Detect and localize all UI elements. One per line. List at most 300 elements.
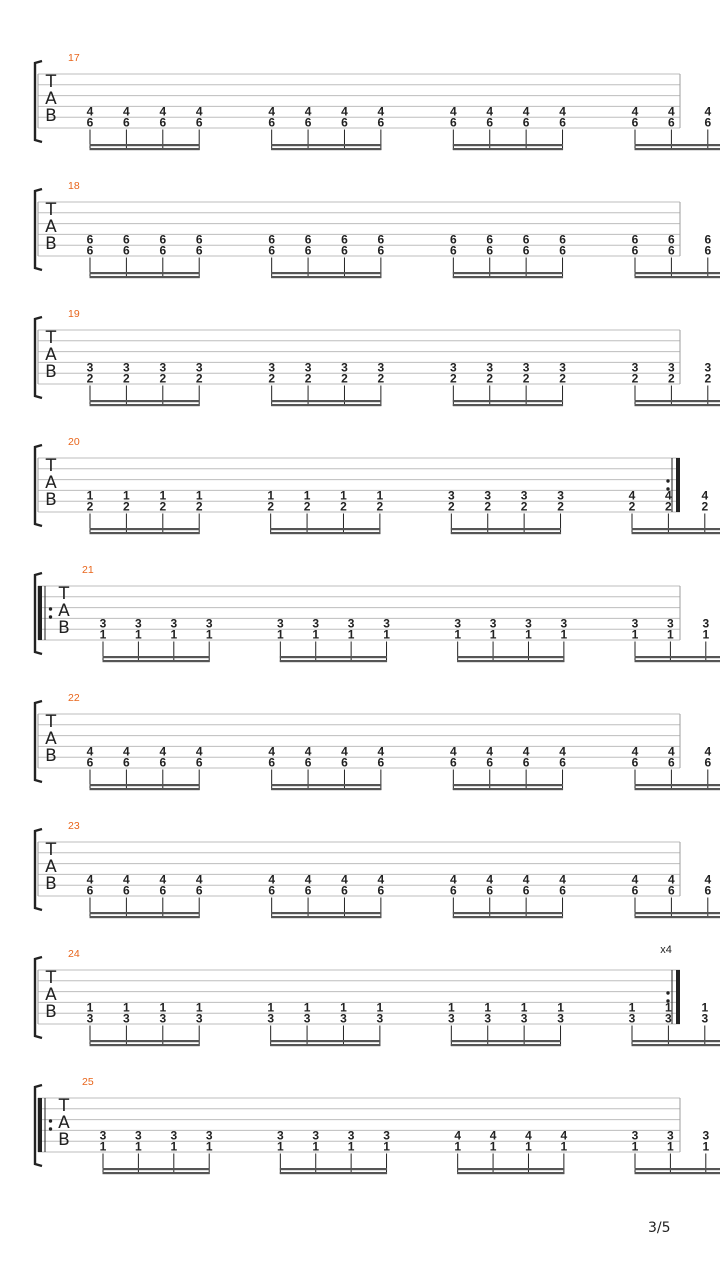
fret-number-upper: 3 (631, 360, 639, 375)
fret-number-lower: 2 (701, 499, 709, 514)
repeat-dot (49, 1119, 52, 1122)
fret-number-lower: 1 (135, 1139, 142, 1154)
beam (453, 144, 563, 146)
note-group (632, 361, 720, 407)
tab-clef-letter-t: T (45, 72, 57, 92)
fret-number-lower: 1 (347, 627, 355, 642)
beam (635, 404, 720, 406)
repeat-dot (666, 991, 669, 994)
fret-number-lower: 2 (447, 499, 455, 514)
fret-number-upper: 1 (665, 1000, 672, 1015)
fret-number-lower: 3 (701, 1011, 709, 1026)
fret-number-lower: 1 (702, 627, 710, 642)
fret-number-lower: 6 (86, 243, 94, 258)
beam (280, 1168, 387, 1170)
fret-number-upper: 4 (668, 744, 675, 759)
beam (103, 1168, 210, 1170)
fret-number-lower: 2 (159, 499, 167, 514)
fret-number-upper: 4 (454, 1128, 462, 1143)
fret-number-upper: 4 (268, 104, 276, 119)
fret-number-upper: 1 (340, 1000, 347, 1015)
beam (635, 784, 720, 786)
fret-number-upper: 3 (276, 616, 284, 631)
tab-clef-letter-b: B (45, 106, 57, 126)
note-group (448, 1001, 564, 1047)
note-group (450, 233, 566, 279)
note-group (277, 1129, 390, 1175)
fret-number-upper: 3 (312, 1128, 320, 1143)
fret-number-lower: 1 (170, 627, 178, 642)
fret-number-upper: 4 (704, 872, 712, 887)
fret-number-upper: 3 (667, 616, 674, 631)
tab-clef-letter-t: T (45, 712, 57, 732)
note-group (87, 361, 203, 407)
tab-clef-letter-a: A (58, 601, 70, 621)
beam (271, 784, 381, 786)
note-group (267, 1001, 383, 1047)
fret-number-upper: 6 (123, 232, 130, 247)
fret-number-upper: 4 (195, 104, 203, 119)
tab-clef-letter-a: A (45, 473, 57, 493)
measure-number: 23 (68, 820, 80, 832)
fret-number-upper: 3 (135, 1128, 142, 1143)
beam (635, 912, 720, 914)
note-group (87, 489, 203, 535)
fret-number-upper: 1 (447, 1000, 455, 1015)
tab-clef-letter-a: A (45, 985, 57, 1005)
beam (90, 916, 200, 918)
fret-number-lower: 1 (347, 1139, 355, 1154)
fret-number-upper: 4 (486, 104, 494, 119)
fret-number-upper: 6 (304, 232, 312, 247)
fret-number-lower: 6 (631, 115, 639, 130)
fret-number-lower: 1 (276, 627, 284, 642)
beam (632, 1044, 720, 1046)
tab-clef-letter-t: T (45, 328, 57, 348)
beam (90, 404, 200, 406)
beam (632, 532, 720, 534)
fret-number-upper: 1 (520, 1000, 528, 1015)
fret-number-lower: 2 (376, 499, 384, 514)
fret-number-lower: 1 (276, 1139, 284, 1154)
fret-number-lower: 2 (449, 371, 457, 386)
fret-number-lower: 6 (449, 115, 457, 130)
fret-number-upper: 3 (557, 488, 564, 503)
fret-number-upper: 1 (303, 1000, 311, 1015)
fret-number-upper: 4 (377, 744, 385, 759)
fret-number-upper: 4 (486, 744, 494, 759)
fret-number-lower: 6 (86, 755, 94, 770)
beam (270, 528, 380, 530)
fret-number-lower: 6 (704, 115, 712, 130)
tab-clef-letter-b: B (45, 362, 57, 382)
fret-number-lower: 2 (522, 371, 530, 386)
fret-number-upper: 3 (86, 360, 94, 375)
fret-number-upper: 3 (484, 488, 492, 503)
fret-number-lower: 6 (123, 883, 130, 898)
tab-system (35, 564, 720, 662)
fret-number-lower: 6 (668, 115, 675, 130)
fret-number-lower: 2 (668, 371, 675, 386)
fret-number-upper: 3 (170, 1128, 178, 1143)
tab-clef-letter-b: B (58, 618, 70, 638)
fret-number-upper: 1 (340, 488, 347, 503)
note-group (448, 489, 564, 535)
fret-number-upper: 1 (376, 1000, 384, 1015)
tab-clef-letter-b: B (45, 746, 57, 766)
fret-number-lower: 2 (520, 499, 528, 514)
fret-number-upper: 3 (347, 1128, 355, 1143)
fret-number-lower: 6 (304, 883, 312, 898)
fret-number-upper: 3 (449, 360, 457, 375)
measure-number: 22 (68, 692, 80, 704)
beam (453, 148, 563, 150)
tab-clef-letter-b: B (45, 490, 57, 510)
fret-number-upper: 1 (628, 1000, 636, 1015)
fret-number-upper: 3 (276, 1128, 284, 1143)
fret-number-upper: 3 (312, 616, 320, 631)
fret-number-upper: 3 (631, 1128, 639, 1143)
tab-clef-letter-a: A (45, 729, 57, 749)
tab-clef-letter-a: A (45, 89, 57, 109)
fret-number-upper: 6 (195, 232, 203, 247)
fret-number-lower: 6 (304, 243, 312, 258)
fret-number-lower: 2 (665, 499, 672, 514)
beam (451, 532, 561, 534)
fret-number-upper: 6 (341, 232, 348, 247)
fret-number-lower: 6 (123, 243, 130, 258)
beam (271, 148, 381, 150)
fret-number-lower: 2 (268, 371, 276, 386)
note-group (632, 1129, 720, 1175)
fret-number-upper: 3 (489, 616, 497, 631)
beam (451, 1040, 561, 1042)
fret-number-lower: 1 (454, 627, 462, 642)
fret-number-upper: 3 (702, 1128, 710, 1143)
beam (632, 1040, 720, 1042)
tab-clef-letter-t: T (58, 1096, 70, 1116)
fret-number-upper: 4 (489, 1128, 497, 1143)
beam (635, 788, 720, 790)
fret-number-upper: 3 (341, 360, 348, 375)
fret-number-lower: 6 (341, 755, 348, 770)
beam (453, 784, 563, 786)
repeat-dot (666, 479, 669, 482)
beam (271, 912, 381, 914)
fret-number-lower: 6 (377, 243, 385, 258)
fret-number-upper: 6 (159, 232, 167, 247)
fret-number-upper: 3 (347, 616, 355, 631)
repeat-end-thick-barline (676, 970, 680, 1024)
fret-number-lower: 3 (520, 1011, 528, 1026)
fret-number-lower: 2 (303, 499, 311, 514)
fret-number-lower: 6 (631, 883, 639, 898)
fret-number-lower: 2 (486, 371, 494, 386)
fret-number-lower: 6 (341, 883, 348, 898)
fret-number-lower: 1 (99, 1139, 107, 1154)
measure-number: 18 (68, 180, 80, 192)
fret-number-lower: 2 (123, 371, 130, 386)
note-group (268, 361, 384, 407)
measure-number: 17 (68, 52, 80, 64)
fret-number-upper: 4 (449, 872, 457, 887)
beam (453, 788, 563, 790)
fret-number-upper: 4 (449, 744, 457, 759)
fret-number-upper: 3 (383, 616, 390, 631)
fret-number-upper: 4 (704, 104, 712, 119)
repeat-start-thick-barline (38, 1098, 42, 1152)
tab-clef-letter-t: T (45, 968, 57, 988)
fret-number-upper: 4 (631, 872, 639, 887)
beam (103, 1172, 210, 1174)
beam (90, 1040, 200, 1042)
fret-number-upper: 3 (377, 360, 385, 375)
fret-number-lower: 6 (304, 755, 312, 770)
fret-number-upper: 4 (304, 872, 312, 887)
fret-number-lower: 1 (135, 627, 142, 642)
tab-system (35, 820, 720, 918)
beam (451, 528, 561, 530)
beam (453, 400, 563, 402)
fret-number-upper: 1 (123, 1000, 130, 1015)
beam (90, 272, 200, 274)
fret-number-upper: 4 (522, 104, 530, 119)
note-group (450, 745, 566, 791)
note-group (87, 873, 203, 919)
fret-number-lower: 3 (557, 1011, 564, 1026)
fret-number-upper: 4 (123, 104, 130, 119)
beam (90, 400, 200, 402)
beam (90, 276, 200, 278)
fret-number-upper: 3 (99, 616, 107, 631)
note-group (268, 873, 384, 919)
fret-number-upper: 4 (123, 872, 130, 887)
fret-number-upper: 4 (628, 488, 636, 503)
fret-number-upper: 4 (701, 488, 709, 503)
note-group (450, 105, 566, 151)
fret-number-upper: 6 (486, 232, 494, 247)
fret-number-lower: 6 (123, 755, 130, 770)
fret-number-upper: 4 (195, 744, 203, 759)
beam (635, 276, 720, 278)
beam (635, 272, 720, 274)
fret-number-lower: 6 (123, 115, 130, 130)
fret-number-upper: 3 (170, 616, 178, 631)
beam (280, 660, 387, 662)
fret-number-lower: 6 (159, 115, 167, 130)
fret-number-upper: 4 (86, 104, 94, 119)
fret-number-lower: 3 (195, 1011, 203, 1026)
beam (635, 148, 720, 150)
fret-number-upper: 4 (522, 744, 530, 759)
fret-number-lower: 6 (668, 755, 675, 770)
fret-number-lower: 6 (486, 883, 494, 898)
fret-number-lower: 6 (522, 883, 530, 898)
beam (635, 1168, 720, 1170)
beam (271, 404, 381, 406)
measure-number: 20 (68, 436, 80, 448)
beam (457, 1168, 564, 1170)
beam (271, 276, 381, 278)
fret-number-lower: 6 (559, 243, 566, 258)
fret-number-upper: 1 (86, 1000, 94, 1015)
tab-clef-letter-t: T (58, 584, 70, 604)
fret-number-lower: 2 (304, 371, 312, 386)
beam (103, 656, 210, 658)
beam (270, 532, 380, 534)
measure-number: 19 (68, 308, 80, 320)
fret-number-upper: 3 (522, 360, 530, 375)
fret-number-upper: 4 (86, 872, 94, 887)
fret-number-lower: 1 (312, 627, 320, 642)
fret-number-upper: 3 (304, 360, 312, 375)
fret-number-lower: 2 (195, 499, 203, 514)
fret-number-lower: 6 (268, 883, 276, 898)
note-group (629, 489, 720, 535)
fret-number-lower: 3 (303, 1011, 311, 1026)
fret-number-upper: 3 (486, 360, 494, 375)
fret-number-lower: 1 (489, 627, 497, 642)
beam (453, 912, 563, 914)
note-group (632, 873, 720, 919)
fret-number-lower: 1 (383, 1139, 390, 1154)
fret-number-upper: 1 (376, 488, 384, 503)
tab-clef-letter-a: A (45, 345, 57, 365)
fret-number-lower: 6 (159, 883, 167, 898)
fret-number-upper: 3 (205, 1128, 213, 1143)
measure-number: 24 (68, 948, 80, 960)
fret-number-upper: 1 (701, 1000, 709, 1015)
fret-number-upper: 4 (304, 744, 312, 759)
note-group (632, 745, 720, 791)
fret-number-lower: 6 (522, 115, 530, 130)
tab-system (35, 308, 720, 406)
fret-number-upper: 4 (522, 872, 530, 887)
beam (90, 144, 200, 146)
fret-number-upper: 4 (159, 744, 167, 759)
fret-number-lower: 6 (86, 883, 94, 898)
tab-clef-letter-b: B (45, 234, 57, 254)
beam (280, 656, 387, 658)
fret-number-upper: 4 (123, 744, 130, 759)
note-group (100, 617, 213, 663)
fret-number-upper: 3 (525, 616, 532, 631)
beam (90, 528, 200, 530)
tab-clef-letter-a: A (45, 217, 57, 237)
beam (635, 916, 720, 918)
note-group (632, 617, 720, 663)
note-group (277, 617, 390, 663)
fret-number-lower: 2 (377, 371, 385, 386)
fret-number-upper: 1 (557, 1000, 564, 1015)
fret-number-upper: 4 (525, 1128, 532, 1143)
fret-number-lower: 1 (170, 1139, 178, 1154)
fret-number-lower: 6 (559, 755, 566, 770)
fret-number-upper: 4 (341, 104, 348, 119)
fret-number-upper: 3 (159, 360, 167, 375)
beam (271, 272, 381, 274)
fret-number-lower: 1 (205, 1139, 213, 1154)
fret-number-lower: 6 (631, 755, 639, 770)
fret-number-lower: 2 (340, 499, 347, 514)
fret-number-upper: 6 (559, 232, 566, 247)
fret-number-lower: 6 (449, 243, 457, 258)
fret-number-lower: 1 (702, 1139, 710, 1154)
fret-number-upper: 4 (631, 104, 639, 119)
tab-clef-letter-b: B (58, 1130, 70, 1150)
beam (90, 1044, 200, 1046)
fret-number-lower: 6 (704, 755, 712, 770)
note-group (454, 617, 567, 663)
fret-number-lower: 3 (376, 1011, 384, 1026)
fret-number-lower: 6 (377, 883, 385, 898)
beam (90, 148, 200, 150)
fret-number-upper: 4 (559, 872, 566, 887)
fret-number-lower: 6 (377, 755, 385, 770)
fret-number-lower: 1 (383, 627, 390, 642)
tab-clef-letter-a: A (58, 1113, 70, 1133)
fret-number-lower: 2 (557, 499, 564, 514)
fret-number-upper: 3 (631, 616, 639, 631)
fret-number-lower: 2 (484, 499, 492, 514)
fret-number-lower: 6 (304, 115, 312, 130)
fret-number-upper: 1 (267, 488, 275, 503)
fret-number-lower: 6 (559, 883, 566, 898)
fret-number-lower: 1 (667, 627, 674, 642)
beam (90, 788, 200, 790)
fret-number-upper: 1 (195, 488, 203, 503)
fret-number-upper: 1 (303, 488, 311, 503)
note-group (629, 1001, 720, 1047)
fret-number-lower: 2 (123, 499, 130, 514)
note-group (450, 361, 566, 407)
fret-number-lower: 6 (631, 243, 639, 258)
fret-number-lower: 6 (195, 243, 203, 258)
fret-number-lower: 1 (525, 1139, 532, 1154)
tab-system (35, 436, 720, 534)
fret-number-upper: 1 (159, 1000, 167, 1015)
fret-number-lower: 6 (195, 115, 203, 130)
fret-number-upper: 1 (195, 1000, 203, 1015)
fret-number-lower: 6 (268, 243, 276, 258)
fret-number-lower: 6 (449, 883, 457, 898)
fret-number-lower: 6 (341, 243, 348, 258)
fret-number-lower: 2 (86, 499, 94, 514)
fret-number-upper: 1 (123, 488, 130, 503)
fret-number-lower: 6 (522, 755, 530, 770)
fret-number-lower: 1 (631, 1139, 639, 1154)
fret-number-lower: 1 (312, 1139, 320, 1154)
fret-number-lower: 6 (159, 755, 167, 770)
fret-number-lower: 6 (195, 883, 203, 898)
beam (270, 1044, 380, 1046)
fret-number-lower: 6 (195, 755, 203, 770)
beam (635, 660, 720, 662)
fret-number-upper: 3 (454, 616, 462, 631)
beam (635, 144, 720, 146)
fret-number-lower: 6 (522, 243, 530, 258)
fret-number-upper: 3 (560, 616, 568, 631)
fret-number-upper: 3 (667, 1128, 674, 1143)
tab-clef-letter-t: T (45, 456, 57, 476)
fret-number-upper: 4 (668, 104, 675, 119)
fret-number-upper: 6 (377, 232, 385, 247)
fret-number-lower: 6 (449, 755, 457, 770)
fret-number-lower: 2 (704, 371, 712, 386)
fret-number-lower: 6 (486, 243, 494, 258)
fret-number-upper: 4 (159, 104, 167, 119)
beam (453, 272, 563, 274)
